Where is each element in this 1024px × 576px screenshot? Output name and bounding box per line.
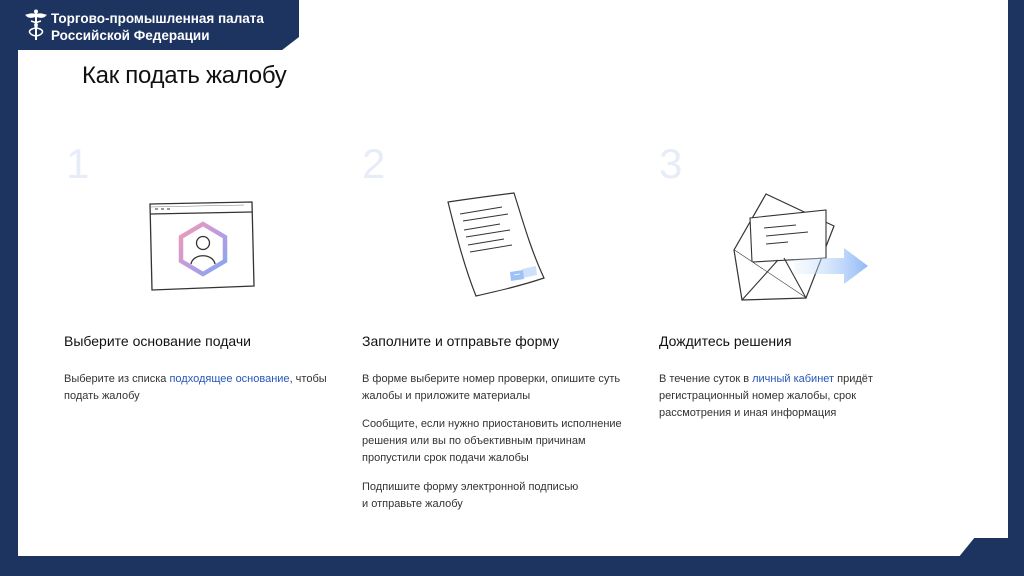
org-name-line1: Торгово-промышленная палата [51, 11, 264, 26]
step-text-3-line3: рассмотрения и иная информация [659, 407, 837, 419]
step-text-3-line1: В течение суток в личный кабинет придёт [659, 373, 873, 385]
step-text-2-para-2: Сообщите, если нужно приостановить исполнение решения или вы по объективным причинам пропустили срок подачи жалобы [362, 418, 622, 464]
frame-left [0, 0, 18, 576]
step-title-2: Заполните и отправьте форму [362, 333, 560, 349]
frame-bottom [0, 556, 1024, 576]
browser-window-user-icon [146, 198, 258, 294]
org-name-line2: Российской Федерации [51, 28, 210, 43]
step-title-1: Выберите основание подачи [64, 333, 252, 349]
step-text-1 [64, 371, 354, 405]
suitable-basis-link[interactable]: подходящее основание [169, 373, 290, 385]
org-name [51, 10, 264, 44]
envelope-arrow-icon [726, 188, 868, 306]
step-text-2-para-1: В форме выберите номер проверки, опишите суть жалобы и приложите материалы [362, 373, 621, 402]
personal-account-link[interactable]: личный кабинет [752, 373, 835, 385]
caduceus-logo-icon [24, 8, 48, 42]
step-title-3: Дождитесь решения [659, 333, 792, 349]
step-number-2: 2 [362, 140, 386, 187]
page-title: Как подать жалобу [82, 62, 287, 89]
step-text-1-line1: Выберите из списка подходящее основание, чтобы [64, 373, 327, 385]
step-number-3: 3 [659, 140, 683, 187]
document-form-icon [438, 190, 558, 300]
step-number-1: 1 [66, 140, 90, 187]
step-text-3-line2: регистрационный номер жалобы, срок [659, 390, 857, 402]
step-text-2-para-3: Подпишите форму электронной подписью и отправьте жалобу [362, 481, 579, 510]
frame-right [1008, 0, 1024, 576]
step-text-3 [659, 371, 959, 422]
step-text-1-line2: подать жалобу [64, 390, 140, 402]
slide [18, 0, 1008, 556]
